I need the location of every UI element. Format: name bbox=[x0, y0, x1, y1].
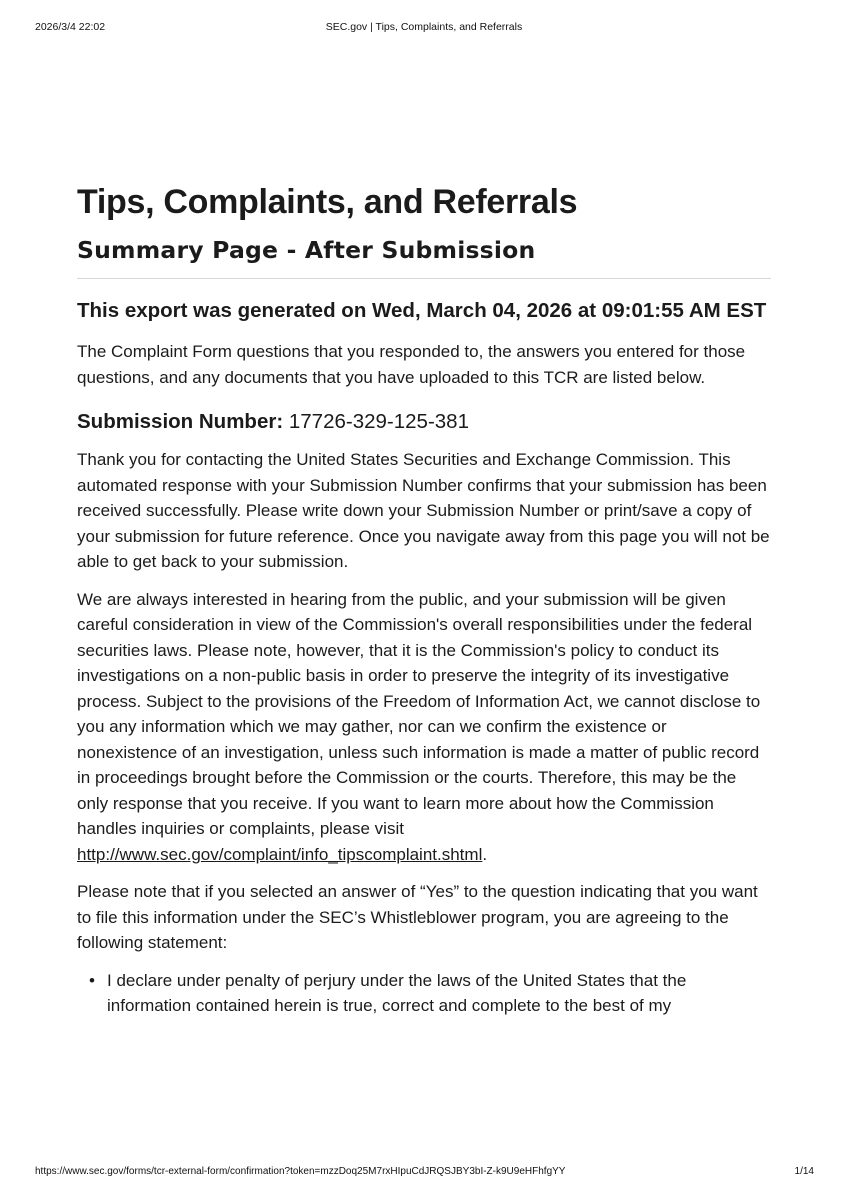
public-interest-paragraph bbox=[77, 587, 771, 868]
print-url: https://www.sec.gov/forms/tcr-external-form/confirmation?token=mzzDoq25M7rxHIpuCdJRQSJBY3bI-Z-k9U9eHFhfgYY bbox=[35, 1166, 566, 1177]
print-footer bbox=[0, 1166, 848, 1182]
submission-number-label: Submission Number: bbox=[77, 410, 284, 433]
link-suffix: . bbox=[482, 844, 488, 864]
intro-paragraph: The Complaint Form questions that you responded to, the answers you entered for those questions, and any documents that you have uploaded to this TCR are listed below. bbox=[77, 342, 746, 387]
print-datetime: 2026/3/4 22:02 bbox=[35, 21, 106, 33]
page-number: 1/14 bbox=[794, 1166, 814, 1177]
statement-list bbox=[77, 968, 771, 1019]
bullet-icon: • bbox=[89, 970, 95, 990]
document-content bbox=[77, 180, 771, 1019]
divider bbox=[77, 278, 771, 279]
statement-text: I declare under penalty of perjury under the laws of the United States that the information contained herein is true, correct and complete to the best of my bbox=[107, 970, 687, 1015]
submission-number-value: 17726-329-125-381 bbox=[288, 410, 469, 433]
print-page-title: SEC.gov | Tips, Complaints, and Referrals bbox=[325, 21, 523, 33]
thank-you-paragraph: Thank you for contacting the United States Securities and Exchange Commission. This automated response with your Submission Number confirms that your submission has been received successfully. Please write down your Submission Number or print/save a copy of your submission for future reference. Once you navigate away from this page you will not be able to get back to your submission. bbox=[77, 450, 770, 571]
page-subtitle: Summary Page - After Submission bbox=[77, 236, 536, 264]
export-timestamp-heading: This export was generated on Wed, March 04, 2026 at 09:01:55 AM EST bbox=[77, 299, 767, 322]
page-title: Tips, Complaints, and Referrals bbox=[77, 183, 578, 221]
submission-number-row bbox=[77, 407, 771, 437]
list-item bbox=[89, 968, 771, 1019]
tips-complaint-info-link[interactable]: http://www.sec.gov/complaint/info_tipscomplaint.shtml bbox=[77, 844, 483, 864]
print-header bbox=[0, 21, 848, 37]
whistleblower-paragraph: Please note that if you selected an answer of “Yes” to the question indicating that you want to file this information under the SEC’s Whistleblower program, you are agreeing to the following statement: bbox=[77, 882, 758, 952]
public-interest-text: We are always interested in hearing from the public, and your submission will be given careful consideration in view of the Commission's overall responsibilities under the federal securities laws. Please note, however, that it is the Commission's policy to conduct its investigations on a non-public basis in order to preserve the integrity of its investigative process. Subject to the provisions of the Freedom of Information Act, we cannot disclose to you any information which we may gather, nor can we confirm the existence or nonexistence of an investigation, unless such information is made a matter of public record in proceedings brought before the Commission or the courts. Therefore, this may be the only response that you receive. If you want to learn more about how the Commission handles inquiries or complaints, please visit bbox=[77, 589, 761, 838]
